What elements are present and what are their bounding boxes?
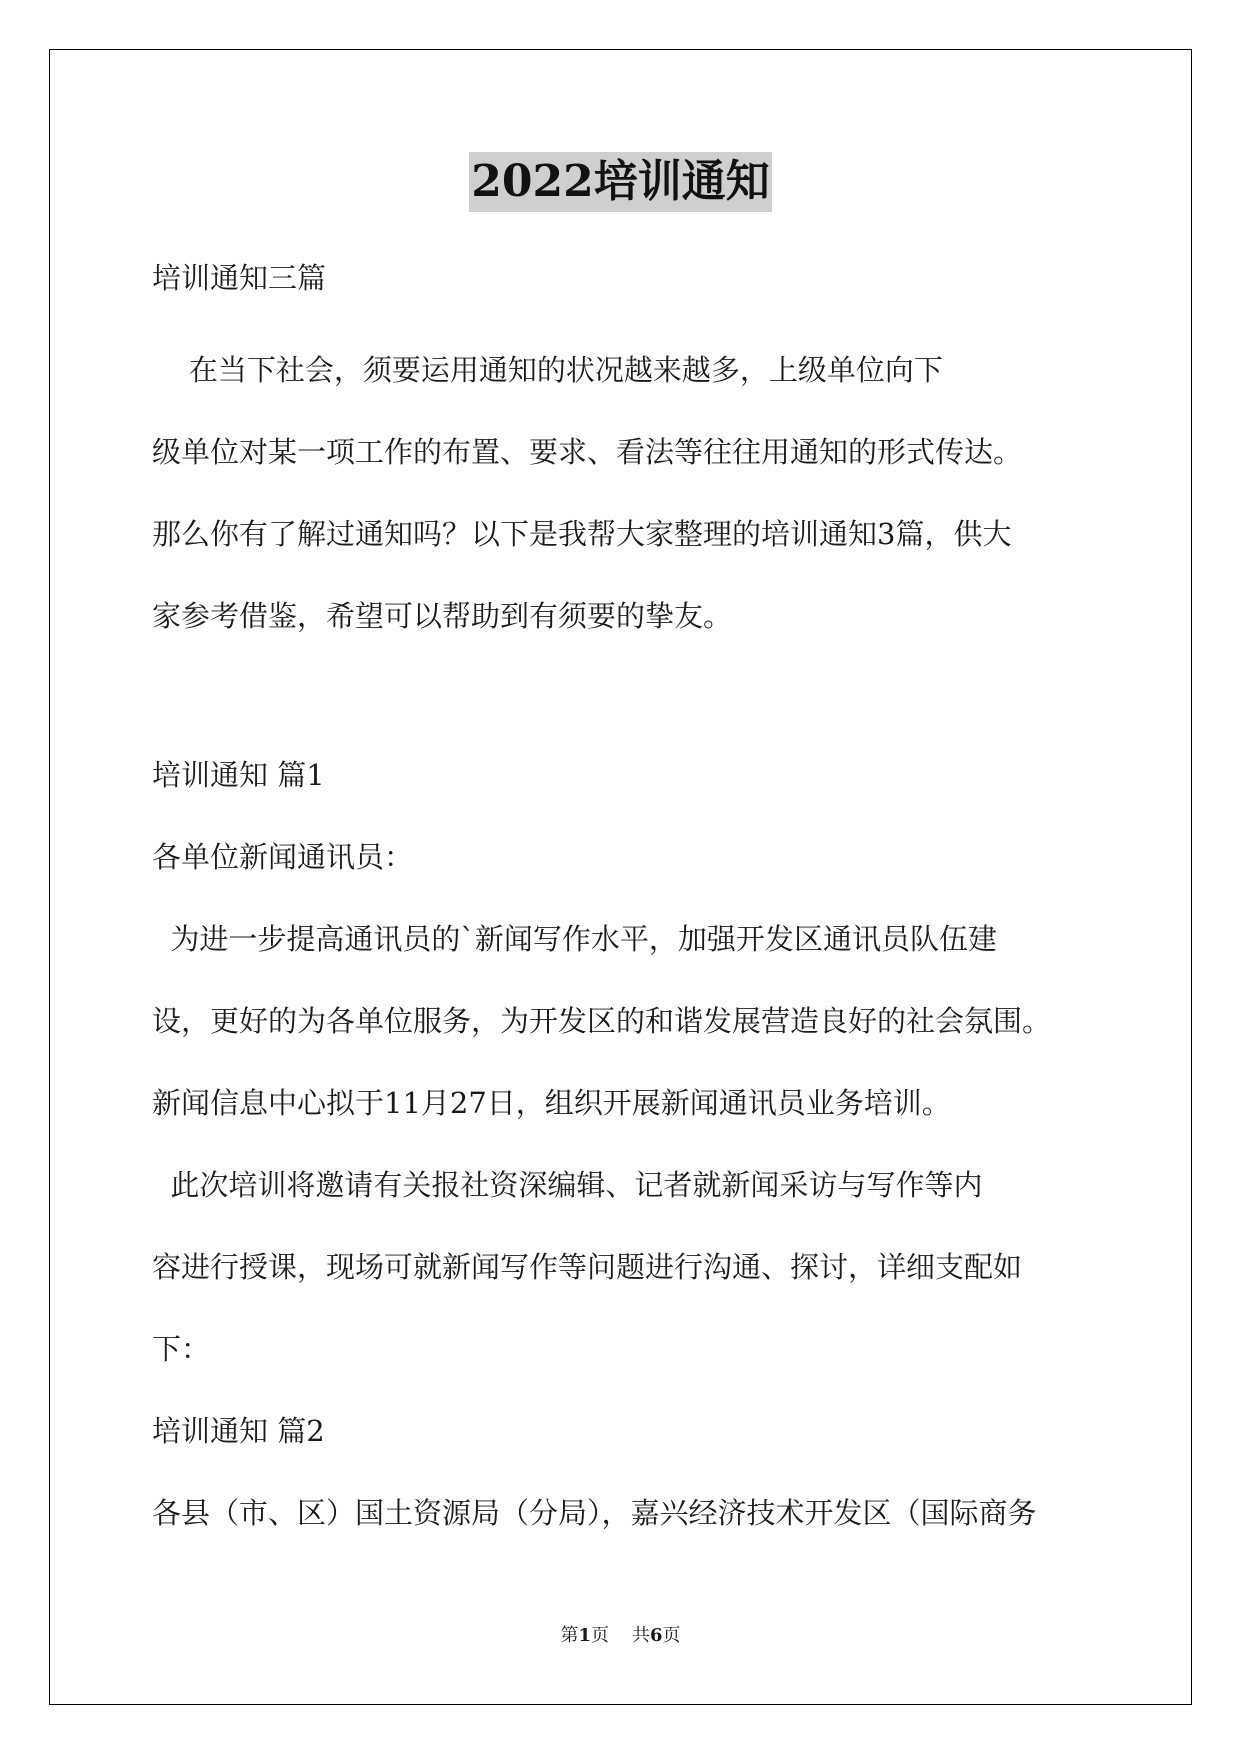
footer-total-unit: 页	[662, 1625, 681, 1646]
footer-total-prefix: 共	[631, 1625, 650, 1646]
salutation-line: 各单位新闻通讯员：	[152, 840, 414, 874]
footer-total-pages: 6	[649, 1625, 663, 1646]
title-container	[0, 152, 1241, 212]
footer-page-unit: 页	[591, 1625, 610, 1646]
paragraph-line: 容进行授课，现场可就新闻写作等问题进行沟通、探讨，详细支配如	[152, 1250, 1023, 1284]
page-footer	[0, 1624, 1241, 1648]
paragraph-line: 下：	[152, 1332, 211, 1366]
section-heading: 培训通知 篇2	[152, 1414, 325, 1448]
paragraph-line: 为进一步提高通讯员的`新闻写作水平，加强开发区通讯员队伍建	[152, 922, 997, 956]
section-heading: 培训通知 篇1	[152, 758, 325, 792]
paragraph-line: 家参考借鉴，希望可以帮助到有须要的挚友。	[152, 599, 733, 633]
section-heading: 培训通知三篇	[152, 261, 327, 295]
paragraph-line: 此次培训将邀请有关报社资深编辑、记者就新闻采访与写作等内	[152, 1168, 983, 1202]
paragraph-line: 设，更好的为各单位服务，为开发区的和谐发展营造良好的社会氛围。	[152, 1004, 1052, 1038]
document-title: 2022培训通知	[469, 152, 771, 212]
footer-page-number: 1	[578, 1625, 592, 1646]
footer-prefix: 第	[560, 1625, 579, 1646]
paragraph-line: 级单位对某一项工作的布置、要求、看法等往往用通知的形式传达。	[152, 435, 1023, 469]
paragraph-line: 各县（市、区）国土资源局（分局），嘉兴经济技术开发区（国际商务	[152, 1496, 1037, 1530]
paragraph-line: 在当下社会，须要运用通知的状况越来越多，上级单位向下	[152, 353, 943, 387]
paragraph-line: 那么你有了解过通知吗？以下是我帮大家整理的培训通知3篇，供大	[152, 517, 1012, 551]
paragraph-line: 新闻信息中心拟于11月27日，组织开展新闻通讯员业务培训。	[152, 1086, 951, 1120]
